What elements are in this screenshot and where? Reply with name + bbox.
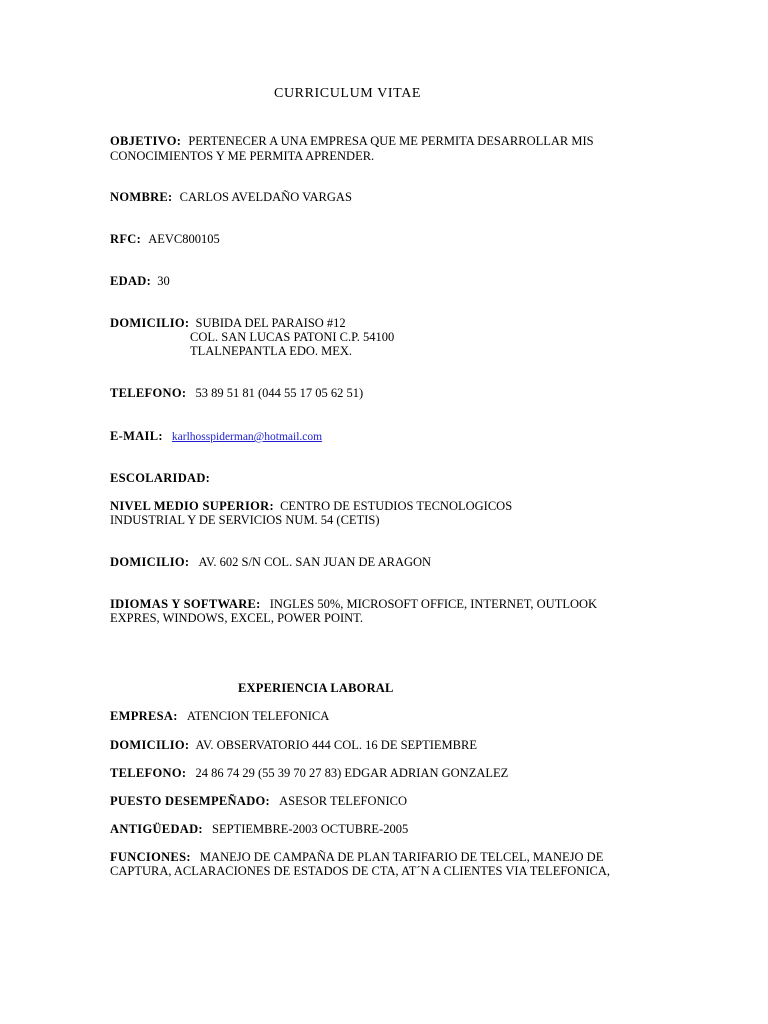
nombre-label: NOMBRE: [110, 190, 173, 204]
empresa-telefono-row [110, 766, 508, 781]
domicilio-line2: COL. SAN LUCAS PATONI C.P. 54100 [190, 330, 395, 344]
idiomas-line2: EXPRES, WINDOWS, EXCEL, POWER POINT. [110, 611, 364, 625]
puesto-value: ASESOR TELEFONICO [279, 794, 408, 808]
email-row [110, 429, 322, 445]
experiencia-heading: EXPERIENCIA LABORAL [238, 681, 394, 695]
nivel-line1: CENTRO DE ESTUDIOS TECNOLOGICOS [280, 499, 513, 513]
empresa-domicilio-row [110, 738, 477, 753]
empresa-label: EMPRESA: [110, 709, 178, 723]
escuela-domicilio-label: DOMICILIO: [110, 555, 190, 569]
rfc-value: AEVC800105 [148, 232, 220, 246]
puesto-row [110, 794, 407, 809]
funciones-label: FUNCIONES: [110, 850, 191, 864]
objetivo-text-line2: CONOCIMIENTOS Y ME PERMITA APRENDER. [110, 149, 375, 163]
edad-value: 30 [157, 274, 170, 288]
edad-label: EDAD: [110, 274, 152, 288]
empresa-row [110, 709, 329, 724]
idiomas-line1: INGLES 50%, MICROSOFT OFFICE, INTERNET, OUTLOOK [269, 597, 598, 611]
escuela-domicilio-row [110, 555, 431, 570]
domicilio-row [110, 316, 346, 331]
antiguedad-label: ANTIGÜEDAD: [110, 822, 203, 836]
telefono-value: 53 89 51 81 (044 55 17 05 62 51) [195, 386, 364, 400]
funciones-line2: CAPTURA, ACLARACIONES DE ESTADOS DE CTA, AT´N A CLIENTES VIA TELEFONICA, [110, 864, 610, 878]
telefono-label: TELEFONO: [110, 386, 187, 400]
telefono-row [110, 386, 363, 401]
objetivo-text-line1: PERTENECER A UNA EMPRESA QUE ME PERMITA DESARROLLAR MIS [188, 134, 594, 148]
nivel-line2: INDUSTRIAL Y DE SERVICIOS NUM. 54 (CETIS) [110, 513, 380, 527]
edad-row [110, 274, 170, 289]
domicilio-line3: TLALNEPANTLA EDO. MEX. [190, 344, 353, 358]
page-title: CURRICULUM VITAE [274, 86, 422, 101]
domicilio-label: DOMICILIO: [110, 316, 190, 330]
empresa-domicilio-label: DOMICILIO: [110, 738, 190, 752]
objetivo-label: OBJETIVO: [110, 134, 182, 148]
email-link[interactable]: karlhosspiderman@hotmail.com [171, 431, 323, 443]
escuela-domicilio-value: AV. 602 S/N COL. SAN JUAN DE ARAGON [198, 555, 432, 569]
idiomas-label: IDIOMAS Y SOFTWARE: [110, 597, 261, 611]
nombre-value: CARLOS AVELDAÑO VARGAS [179, 190, 352, 204]
objetivo-row [110, 134, 594, 149]
rfc-row [110, 232, 220, 247]
funciones-line1: MANEJO DE CAMPAÑA DE PLAN TARIFARIO DE TELCEL, MANEJO DE [199, 850, 604, 864]
idiomas-row [110, 597, 597, 612]
empresa-value: ATENCION TELEFONICA [186, 709, 330, 723]
email-label: E-MAIL: [110, 429, 163, 443]
empresa-telefono-value: 24 86 74 29 (55 39 70 27 83) EDGAR ADRIAN GONZALEZ [195, 766, 509, 780]
nivel-label: NIVEL MEDIO SUPERIOR: [110, 499, 274, 513]
rfc-label: RFC: [110, 232, 142, 246]
empresa-telefono-label: TELEFONO: [110, 766, 187, 780]
puesto-label: PUESTO DESEMPEÑADO: [110, 794, 271, 808]
escolaridad-heading: ESCOLARIDAD: [110, 471, 211, 485]
domicilio-line1: SUBIDA DEL PARAISO #12 [195, 316, 346, 330]
funciones-row [110, 850, 603, 865]
empresa-domicilio-value: AV. OBSERVATORIO 444 COL. 16 DE SEPTIEMBRE [195, 738, 477, 752]
antiguedad-row [110, 822, 408, 837]
antiguedad-value: SEPTIEMBRE-2003 OCTUBRE-2005 [212, 822, 409, 836]
nivel-row [110, 499, 512, 514]
nombre-row [110, 190, 352, 205]
